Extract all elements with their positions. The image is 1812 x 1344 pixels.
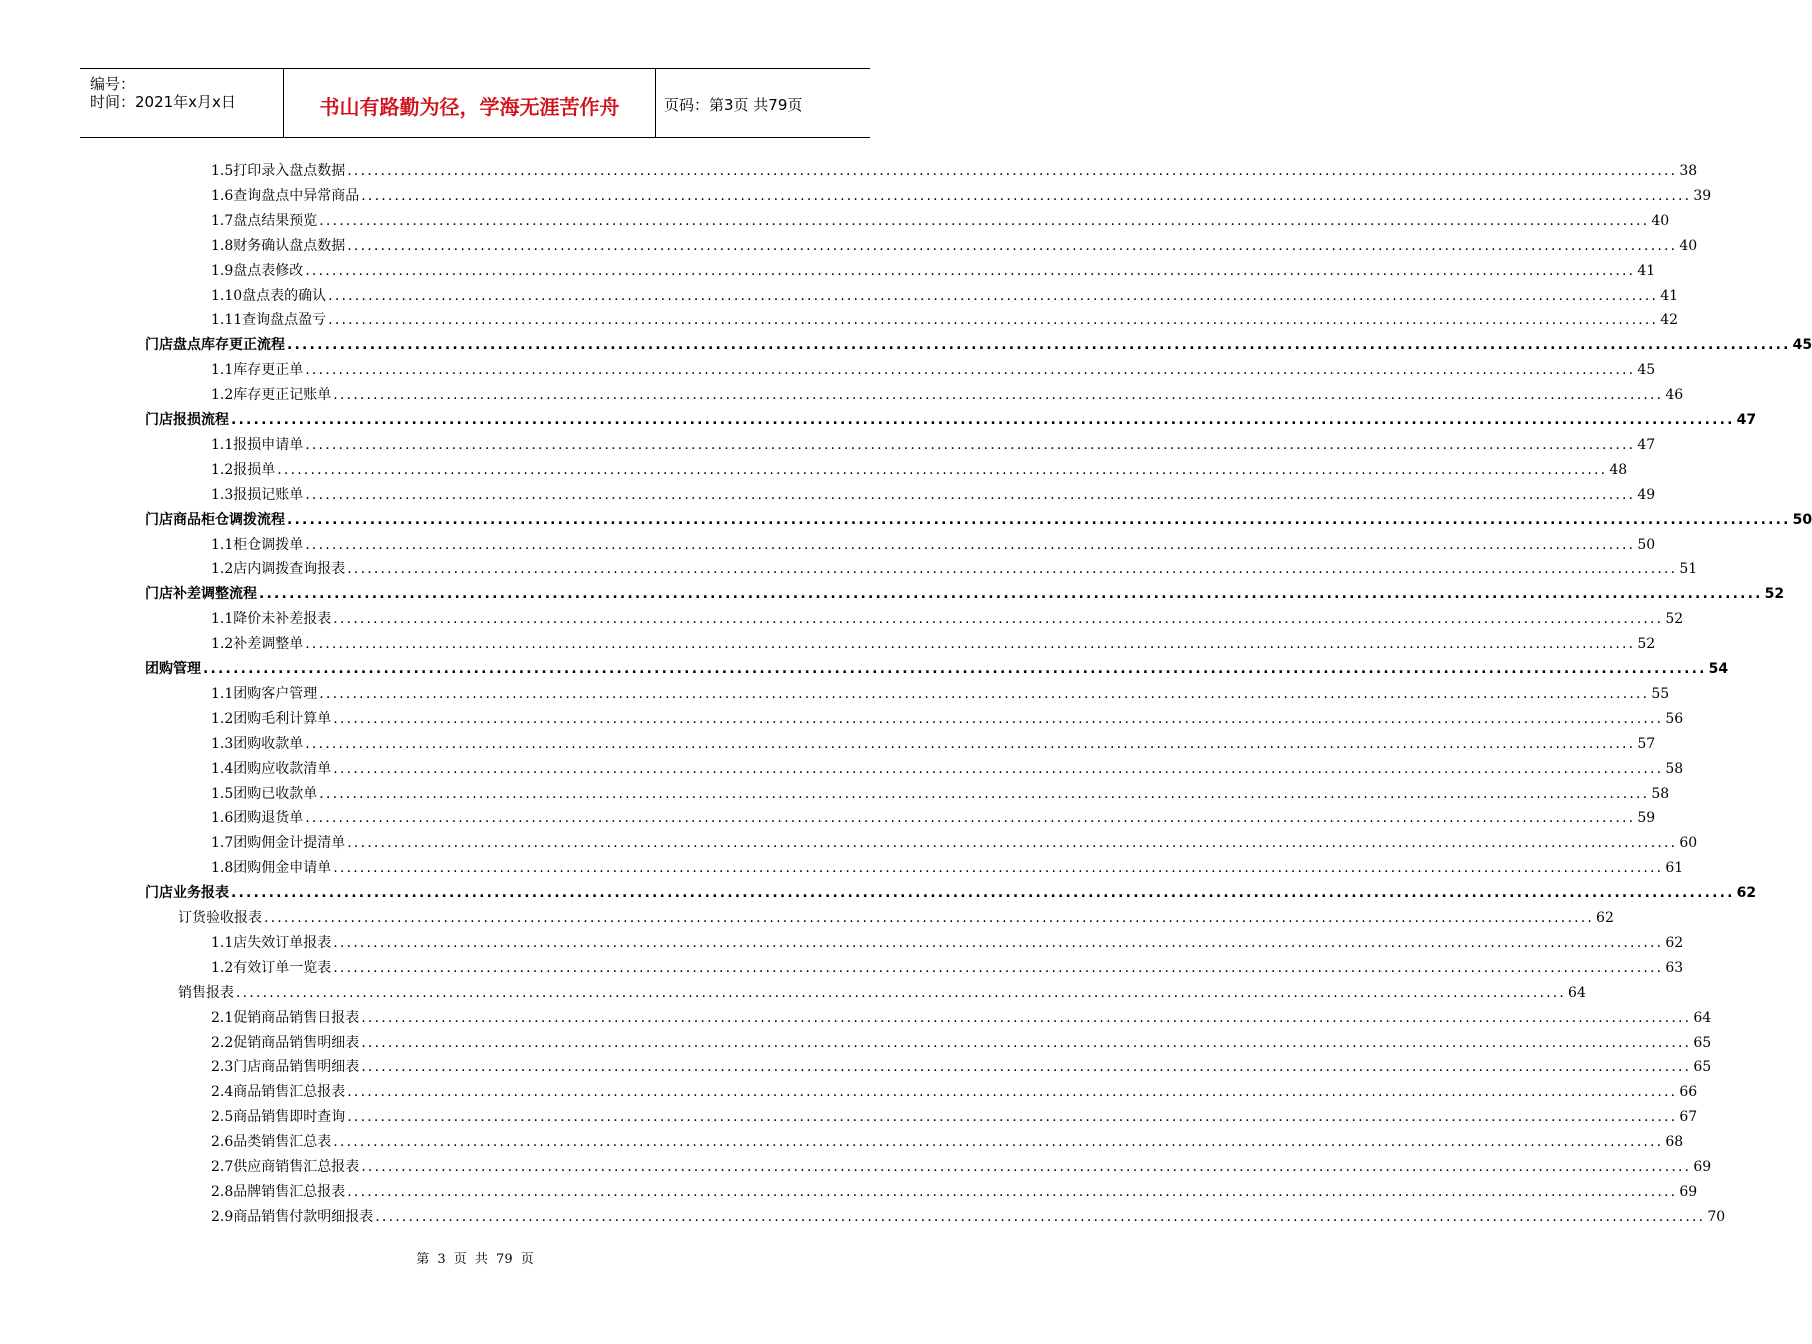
toc-entry-title: 门店业务报表 — [145, 885, 229, 902]
toc-entry-page: 55 — [1651, 685, 1670, 702]
toc-entry[interactable] — [145, 583, 1785, 605]
toc-entry-title: 1.1库存更正单 — [211, 362, 304, 379]
toc-entry-title: 1.5打印录入盘点数据 — [211, 163, 346, 179]
toc-entry-page: 64 — [1568, 984, 1586, 1001]
toc-entry[interactable] — [145, 334, 1812, 356]
toc-entry-title: 2.9商品销售付款明细报表 — [211, 1208, 374, 1225]
toc-entry-page: 64 — [1693, 1009, 1712, 1026]
toc-entry[interactable] — [211, 733, 1656, 755]
toc-entry-page: 62 — [1596, 910, 1614, 926]
toc-entry-page: 70 — [1707, 1208, 1726, 1225]
toc-entry-title: 1.8财务确认盘点数据 — [211, 237, 346, 254]
toc-dot-leader: ........................................................................................................................................................................................................ — [333, 387, 1664, 404]
toc-dot-leader: ........................................................................................................................................................................................................ — [231, 412, 1735, 428]
toc-dot-leader: ........................................................................................................................................................................................................ — [305, 735, 1636, 752]
toc-entry[interactable] — [211, 708, 1684, 730]
toc-entry[interactable] — [211, 1007, 1712, 1029]
toc-entry-page: 66 — [1679, 1084, 1698, 1101]
toc-entry-title: 1.5团购已收款单 — [211, 785, 318, 802]
toc-dot-leader: ........................................................................................................................................................................................................ — [305, 636, 1636, 653]
toc-entry[interactable] — [211, 160, 1698, 182]
toc-entry-page: 58 — [1665, 760, 1684, 777]
toc-dot-leader: ........................................................................................................................................................................................................ — [319, 785, 1650, 802]
toc-entry-page: 41 — [1660, 287, 1679, 304]
toc-entry-title: 1.3团购收款单 — [211, 735, 304, 752]
toc-dot-leader: ........................................................................................................................................................................................................ — [361, 187, 1692, 204]
toc-dot-leader: ........................................................................................................................................................................................................ — [287, 511, 1791, 528]
toc-dot-leader: ........................................................................................................................................................................................................ — [333, 860, 1664, 877]
toc-dot-leader: ........................................................................................................................................................................................................ — [305, 362, 1636, 379]
page-header — [80, 68, 870, 138]
toc-entry-page: 52 — [1764, 586, 1785, 603]
header-motto: 书山有路勤为径，学海无涯苦作舟 — [319, 95, 620, 119]
toc-entry[interactable] — [145, 882, 1757, 904]
toc-entry-page: 39 — [1693, 187, 1712, 204]
toc-entry[interactable] — [211, 459, 1628, 481]
toc-entry-page: 65 — [1693, 1034, 1712, 1051]
toc-entry-page: 69 — [1693, 1159, 1712, 1175]
toc-entry-title: 门店补差调整流程 — [145, 586, 257, 603]
toc-entry-page: 49 — [1637, 486, 1656, 503]
toc-entry-title: 1.1店失效订单报表 — [211, 934, 332, 951]
toc-entry-title: 2.1促销商品销售日报表 — [211, 1009, 360, 1026]
toc-entry[interactable] — [145, 409, 1757, 431]
toc-entry-title: 1.2店内调拨查询报表 — [211, 561, 346, 578]
toc-entry-page: 54 — [1708, 661, 1729, 677]
toc-dot-leader: ........................................................................................................................................................................................................ — [328, 312, 1659, 329]
toc-entry-title: 2.5商品销售即时查询 — [211, 1109, 346, 1126]
toc-entry-page: 46 — [1665, 387, 1684, 404]
toc-entry-title: 团购管理 — [145, 661, 201, 677]
toc-entry-title: 门店商品柜仓调拨流程 — [145, 511, 285, 528]
toc-entry-title: 1.7团购佣金计提清单 — [211, 835, 346, 852]
toc-entry[interactable] — [211, 957, 1684, 979]
toc-entry-title: 1.2补差调整单 — [211, 636, 304, 653]
toc-entry-title: 2.7供应商销售汇总报表 — [211, 1159, 360, 1175]
toc-entry-page: 47 — [1637, 436, 1656, 453]
toc-entry[interactable] — [178, 907, 1614, 929]
toc-dot-leader: ........................................................................................................................................................................................................ — [328, 287, 1659, 304]
toc-entry-page: 40 — [1651, 212, 1670, 229]
toc-entry-title: 1.8团购佣金申请单 — [211, 860, 332, 877]
toc-entry[interactable] — [211, 558, 1698, 580]
toc-dot-leader: ........................................................................................................................................................................................................ — [333, 710, 1664, 727]
toc-entry[interactable] — [211, 285, 1679, 307]
toc-entry-page: 45 — [1637, 362, 1656, 379]
toc-entry-page: 59 — [1637, 810, 1656, 827]
toc-entry[interactable] — [211, 260, 1656, 282]
toc-dot-leader: ........................................................................................................................................................................................................ — [347, 835, 1678, 852]
toc-entry-page: 42 — [1660, 312, 1679, 329]
toc-entry[interactable] — [211, 1131, 1684, 1153]
toc-dot-leader: ........................................................................................................................................................................................................ — [305, 262, 1636, 279]
toc-entry[interactable] — [211, 1206, 1726, 1228]
toc-entry-page: 50 — [1792, 511, 1812, 528]
toc-entry-title: 1.2团购毛利计算单 — [211, 710, 332, 727]
toc-entry-title: 1.1柜仓调拨单 — [211, 536, 304, 553]
toc-dot-leader: ........................................................................................................................................................................................................ — [319, 685, 1650, 702]
toc-entry-title: 1.3报损记账单 — [211, 486, 304, 503]
toc-entry[interactable] — [211, 1032, 1712, 1054]
toc-entry[interactable] — [211, 1056, 1712, 1078]
toc-entry-page: 52 — [1665, 611, 1684, 628]
toc-entry-title: 1.7盘点结果预览 — [211, 212, 318, 229]
toc-entry-title: 1.2有效订单一览表 — [211, 959, 332, 976]
toc-entry-title: 1.4团购应收款清单 — [211, 760, 332, 777]
toc-entry-page: 67 — [1679, 1109, 1698, 1126]
toc-entry-title: 1.6团购退货单 — [211, 810, 304, 827]
toc-entry[interactable] — [145, 658, 1729, 680]
page-footer: 第 3 页 共 79 页 — [416, 1252, 534, 1267]
toc-entry[interactable] — [211, 932, 1684, 954]
toc-entry[interactable] — [211, 210, 1670, 232]
toc-entry-title: 销售报表 — [178, 984, 234, 1001]
toc-entry-page: 38 — [1679, 163, 1698, 179]
toc-entry[interactable] — [211, 608, 1684, 630]
toc-dot-leader: ........................................................................................................................................................................................................ — [347, 561, 1678, 578]
toc-entry[interactable] — [211, 1081, 1698, 1103]
document-time-label: 时间：2021年x月x日 — [90, 93, 236, 111]
toc-dot-leader: ........................................................................................................................................................................................................ — [264, 910, 1595, 926]
toc-entry-title: 订货验收报表 — [178, 910, 262, 926]
toc-dot-leader: ........................................................................................................................................................................................................ — [347, 1084, 1678, 1101]
toc-dot-leader: ........................................................................................................................................................................................................ — [333, 760, 1664, 777]
toc-entry-title: 1.11查询盘点盈亏 — [211, 312, 327, 329]
toc-dot-leader: ........................................................................................................................................................................................................ — [347, 237, 1678, 254]
toc-entry-title: 门店盘点库存更正流程 — [145, 337, 285, 354]
toc-entry[interactable] — [211, 758, 1684, 780]
toc-entry-title: 2.2促销商品销售明细表 — [211, 1034, 360, 1051]
toc-dot-leader: ........................................................................................................................................................................................................ — [319, 212, 1650, 229]
toc-entry-title: 1.10盘点表的确认 — [211, 287, 327, 304]
toc-entry[interactable] — [211, 807, 1656, 829]
toc-entry[interactable] — [211, 633, 1656, 655]
toc-dot-leader: ........................................................................................................................................................................................................ — [231, 885, 1735, 902]
toc-entry-page: 50 — [1637, 536, 1656, 553]
toc-entry-page: 48 — [1609, 461, 1628, 478]
toc-entry-page: 45 — [1792, 337, 1812, 354]
toc-entry-title: 1.1团购客户管理 — [211, 685, 318, 702]
toc-entry[interactable] — [211, 359, 1656, 381]
toc-entry-title: 2.4商品销售汇总报表 — [211, 1084, 346, 1101]
toc-entry-page: 68 — [1665, 1134, 1684, 1151]
toc-dot-leader: ........................................................................................................................................................................................................ — [361, 1034, 1692, 1051]
toc-entry[interactable] — [211, 384, 1684, 406]
toc-dot-leader: ........................................................................................................................................................................................................ — [361, 1009, 1692, 1026]
toc-entry-page: 65 — [1693, 1059, 1712, 1076]
toc-entry-page: 40 — [1679, 237, 1698, 254]
toc-entry-page: 52 — [1637, 636, 1656, 653]
toc-entry-title: 1.6查询盘点中异常商品 — [211, 187, 360, 204]
toc-entry-page: 58 — [1651, 785, 1670, 802]
toc-dot-leader: ........................................................................................................................................................................................................ — [305, 436, 1636, 453]
toc-entry-title: 2.6品类销售汇总表 — [211, 1134, 332, 1151]
toc-dot-leader: ........................................................................................................................................................................................................ — [333, 959, 1664, 976]
toc-entry[interactable] — [211, 434, 1656, 456]
toc-entry-page: 63 — [1665, 959, 1684, 976]
toc-entry-page: 56 — [1665, 710, 1684, 727]
toc-dot-leader: ........................................................................................................................................................................................................ — [347, 1183, 1678, 1200]
toc-dot-leader: ........................................................................................................................................................................................................ — [347, 163, 1678, 179]
toc-dot-leader: ........................................................................................................................................................................................................ — [333, 934, 1664, 951]
toc-entry[interactable] — [211, 185, 1712, 207]
toc-entry[interactable] — [211, 309, 1679, 331]
toc-entry[interactable] — [211, 832, 1698, 854]
header-meta-cell — [80, 69, 284, 137]
toc-dot-leader: ........................................................................................................................................................................................................ — [361, 1159, 1692, 1175]
toc-entry[interactable] — [178, 982, 1586, 1004]
header-motto-cell — [284, 69, 656, 137]
toc-dot-leader: ........................................................................................................................................................................................................ — [347, 1109, 1678, 1126]
header-page-info: 页码：第3页 共79页 — [664, 96, 803, 114]
toc-entry-page: 60 — [1679, 835, 1698, 852]
toc-entry[interactable] — [211, 235, 1698, 257]
toc-dot-leader: ........................................................................................................................................................................................................ — [203, 661, 1707, 677]
toc-entry-title: 2.8品牌销售汇总报表 — [211, 1183, 346, 1200]
toc-entry[interactable] — [211, 683, 1670, 705]
toc-entry[interactable] — [211, 1106, 1698, 1128]
toc-entry-page: 51 — [1679, 561, 1698, 578]
toc-entry-title: 2.3门店商品销售明细表 — [211, 1059, 360, 1076]
toc-dot-leader: ........................................................................................................................................................................................................ — [287, 337, 1791, 354]
toc-entry[interactable] — [211, 1181, 1698, 1203]
toc-entry-page: 62 — [1665, 934, 1684, 951]
toc-entry[interactable] — [211, 534, 1656, 556]
toc-entry-page: 69 — [1679, 1183, 1698, 1200]
toc-entry[interactable] — [211, 783, 1670, 805]
toc-entry-page: 57 — [1637, 735, 1656, 752]
toc-entry[interactable] — [211, 1156, 1712, 1178]
toc-dot-leader: ........................................................................................................................................................................................................ — [361, 1059, 1692, 1076]
toc-dot-leader: ........................................................................................................................................................................................................ — [236, 984, 1567, 1001]
document-number-label: 编号： — [90, 75, 136, 93]
toc-entry-page: 61 — [1665, 860, 1684, 877]
toc-entry-page: 47 — [1736, 412, 1757, 428]
toc-dot-leader: ........................................................................................................................................................................................................ — [305, 810, 1636, 827]
header-page-cell — [656, 69, 870, 137]
toc-entry-title: 1.9盘点表修改 — [211, 262, 304, 279]
toc-entry-title: 1.1降价未补差报表 — [211, 611, 332, 628]
toc-entry[interactable] — [145, 509, 1812, 531]
toc-dot-leader: ........................................................................................................................................................................................................ — [375, 1208, 1706, 1225]
toc-entry-title: 1.2报损单 — [211, 461, 276, 478]
toc-entry-title: 1.1报损申请单 — [211, 436, 304, 453]
toc-dot-leader: ........................................................................................................................................................................................................ — [333, 1134, 1664, 1151]
toc-entry-title: 1.2库存更正记账单 — [211, 387, 332, 404]
toc-dot-leader: ........................................................................................................................................................................................................ — [277, 461, 1608, 478]
toc-dot-leader: ........................................................................................................................................................................................................ — [305, 536, 1636, 553]
toc-entry-page: 62 — [1736, 885, 1757, 902]
toc-entry-page: 41 — [1637, 262, 1656, 279]
toc-entry[interactable] — [211, 857, 1684, 879]
toc-dot-leader: ........................................................................................................................................................................................................ — [259, 586, 1763, 603]
toc-entry-title: 门店报损流程 — [145, 412, 229, 428]
toc-entry[interactable] — [211, 484, 1656, 506]
toc-dot-leader: ........................................................................................................................................................................................................ — [333, 611, 1664, 628]
toc-dot-leader: ........................................................................................................................................................................................................ — [305, 486, 1636, 503]
